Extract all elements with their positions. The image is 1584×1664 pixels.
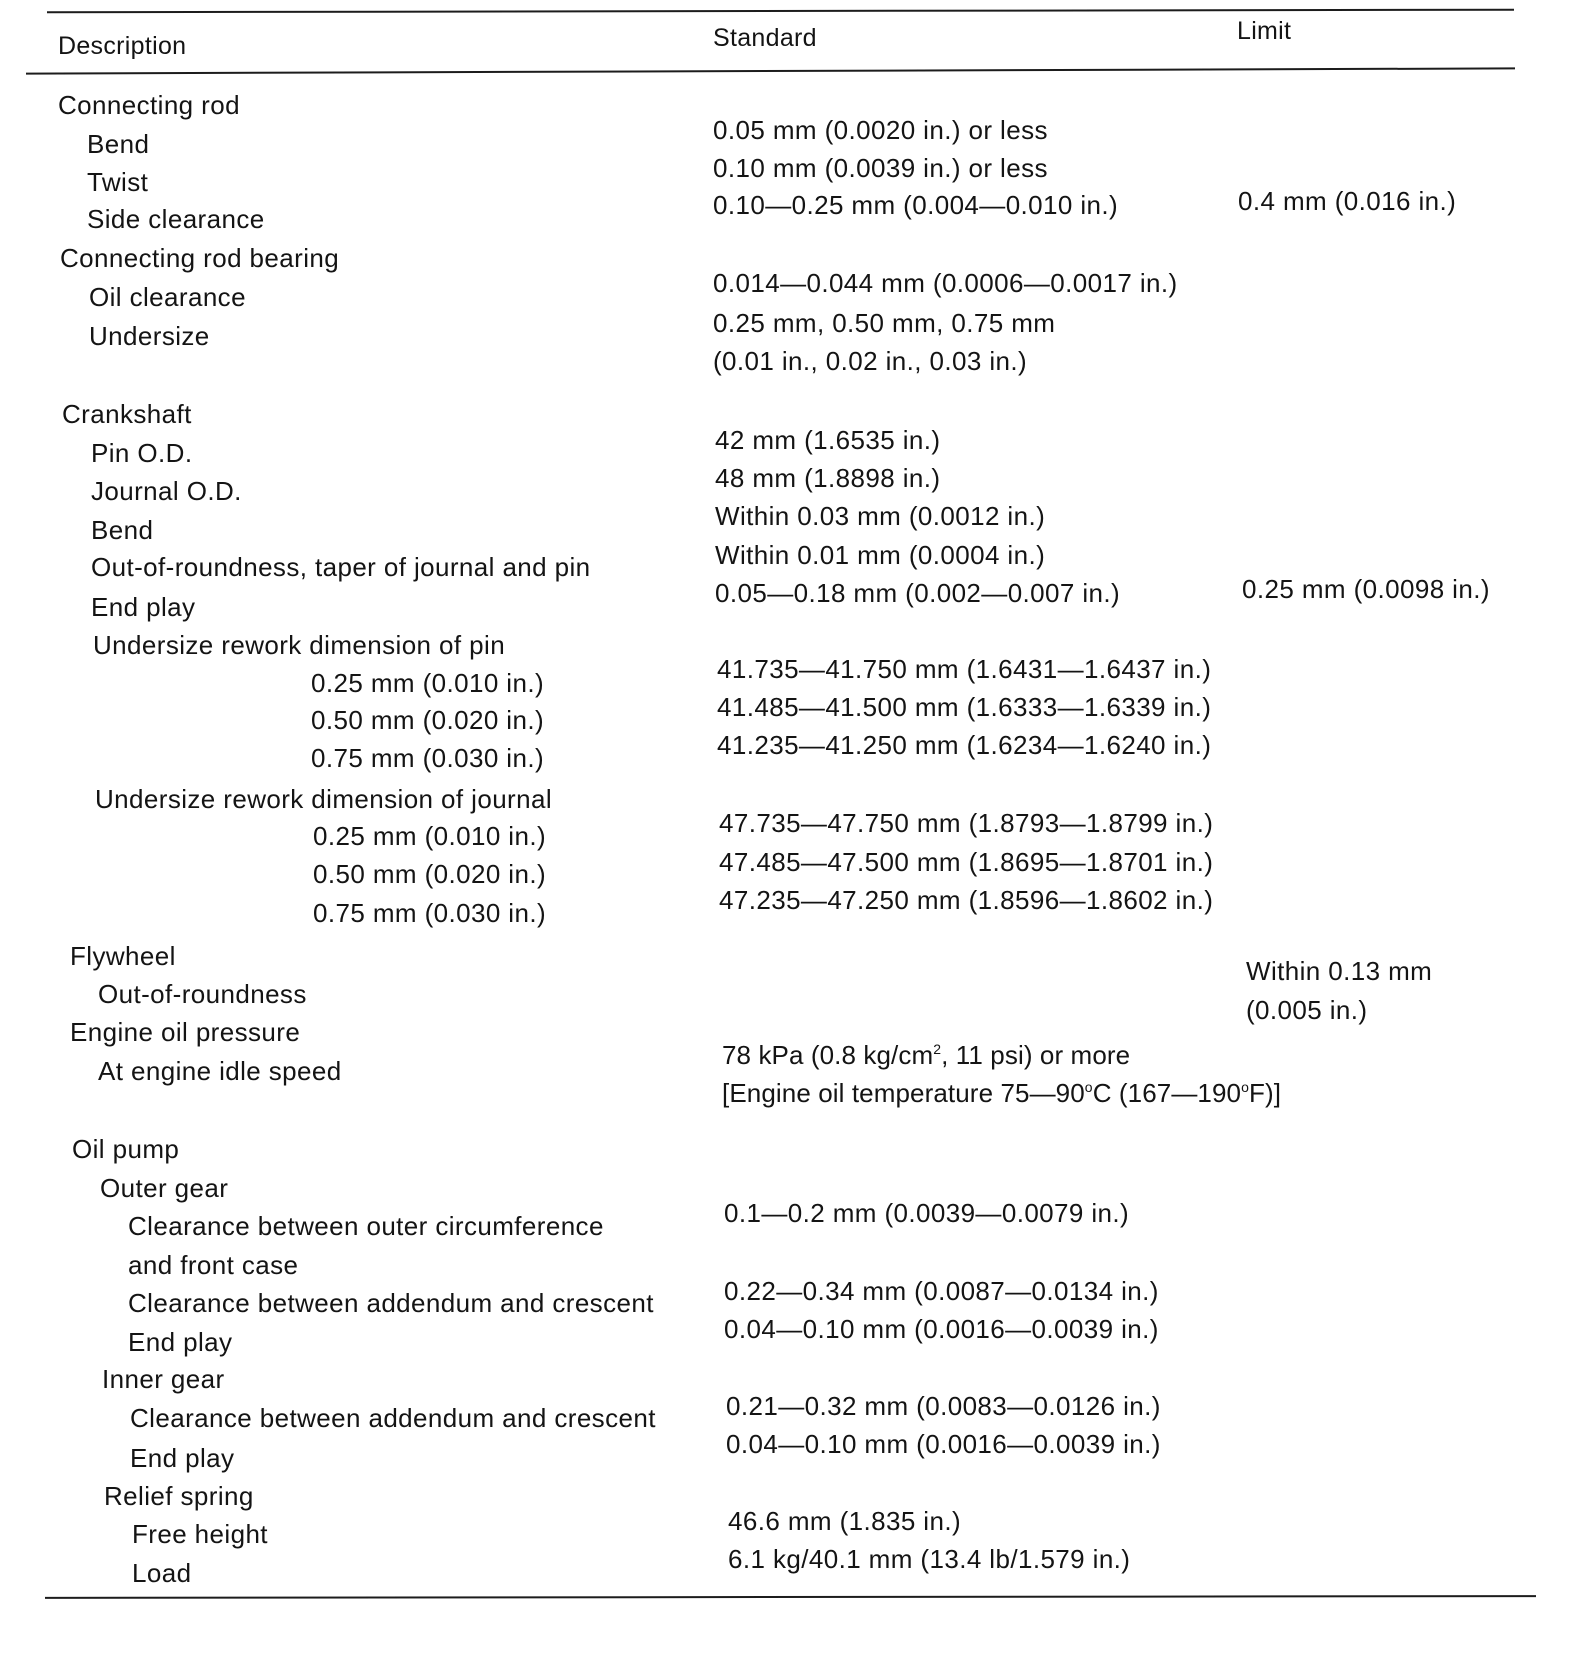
row-label: Relief spring bbox=[104, 1481, 254, 1511]
row-standard: 0.014—0.044 mm (0.0006—0.0017 in.) bbox=[713, 268, 1178, 298]
row-label: 0.50 mm (0.020 in.) bbox=[311, 705, 545, 735]
row-label: Clearance between addendum and crescent bbox=[130, 1403, 656, 1433]
row-label: 0.50 mm (0.020 in.) bbox=[313, 859, 547, 889]
row-standard: 78 kPa (0.8 $kg/cm^2$, 11 psi) or more bbox=[722, 1040, 1131, 1070]
row-standard: 41.235—41.250 mm (1.6234—1.6240 in.) bbox=[717, 730, 1212, 760]
row-label: Pin O.D. bbox=[91, 438, 193, 468]
row-label: End play bbox=[128, 1327, 233, 1357]
row-label: Out-of-roundness, taper of journal and pin bbox=[91, 552, 591, 582]
row-label: End play bbox=[91, 592, 196, 622]
section-crankshaft: Crankshaft bbox=[62, 399, 192, 429]
row-standard: 47.235—47.250 mm (1.8596—1.8602 in.) bbox=[719, 885, 1214, 915]
row-standard: 48 mm (1.8898 in.) bbox=[715, 463, 941, 493]
row-label: Oil clearance bbox=[89, 282, 246, 312]
bottom-rule bbox=[45, 1595, 1536, 1599]
row-limit: 0.25 mm (0.0098 in.) bbox=[1242, 574, 1490, 604]
row-label: 0.25 mm (0.010 in.) bbox=[311, 668, 545, 698]
row-label: Inner gear bbox=[102, 1364, 225, 1394]
row-standard: 6.1 kg/40.1 mm (13.4 lb/1.579 in.) bbox=[728, 1544, 1131, 1574]
row-label: At engine idle speed bbox=[98, 1056, 342, 1086]
row-standard: 0.22—0.34 mm (0.0087—0.0134 in.) bbox=[724, 1276, 1159, 1306]
row-label: Clearance between outer circumference bbox=[128, 1211, 604, 1241]
row-standard: 47.735—47.750 mm (1.8793—1.8799 in.) bbox=[719, 808, 1214, 838]
row-label: 0.75 mm (0.030 in.) bbox=[313, 898, 547, 928]
row-label: Undersize rework dimension of journal bbox=[95, 784, 553, 814]
row-label: Out-of-roundness bbox=[98, 979, 307, 1009]
row-standard: 0.25 mm, 0.50 mm, 0.75 mm bbox=[713, 308, 1056, 338]
section-engine-oil-pressure: Engine oil pressure bbox=[70, 1017, 301, 1047]
row-standard: 41.485—41.500 mm (1.6333—1.6339 in.) bbox=[717, 692, 1212, 722]
row-standard: 0.21—0.32 mm (0.0083—0.0126 in.) bbox=[726, 1391, 1161, 1421]
section-oil-pump: Oil pump bbox=[72, 1134, 180, 1164]
row-label: Twist bbox=[87, 167, 149, 197]
row-label: Journal O.D. bbox=[91, 476, 242, 506]
row-limit: 0.4 mm (0.016 in.) bbox=[1238, 186, 1457, 216]
row-label: 0.25 mm (0.010 in.) bbox=[313, 821, 547, 851]
section-connecting-rod: Connecting rod bbox=[58, 90, 240, 120]
row-label: 0.75 mm (0.030 in.) bbox=[311, 743, 545, 773]
row-label: Side clearance bbox=[87, 204, 265, 234]
row-standard: 47.485—47.500 mm (1.8695—1.8701 in.) bbox=[719, 847, 1214, 877]
header-standard: Standard bbox=[713, 24, 817, 52]
row-standard: 0.05 mm (0.0020 in.) or less bbox=[713, 115, 1048, 145]
row-standard: 0.1—0.2 mm (0.0039—0.0079 in.) bbox=[724, 1198, 1130, 1228]
row-label: Load bbox=[132, 1558, 192, 1588]
row-label: Undersize bbox=[89, 321, 210, 351]
row-standard: 0.04—0.10 mm (0.0016—0.0039 in.) bbox=[726, 1429, 1161, 1459]
row-limit-line2: (0.005 in.) bbox=[1246, 995, 1368, 1025]
row-standard: 42 mm (1.6535 in.) bbox=[715, 425, 941, 455]
row-label: Outer gear bbox=[100, 1173, 229, 1203]
header-rule bbox=[26, 67, 1515, 74]
row-standard: 0.05—0.18 mm (0.002—0.007 in.) bbox=[715, 578, 1121, 608]
row-standard-line2: [Engine oil temperature 75—90$^o$C (167—190$^o$F)] bbox=[722, 1078, 1282, 1108]
header-description: Description bbox=[58, 32, 187, 60]
row-limit: Within 0.13 mm bbox=[1246, 956, 1433, 986]
row-label: Undersize rework dimension of pin bbox=[93, 630, 506, 660]
row-standard: Within 0.01 mm (0.0004 in.) bbox=[715, 540, 1046, 570]
header-limit: Limit bbox=[1237, 17, 1292, 45]
row-standard: 41.735—41.750 mm (1.6431—1.6437 in.) bbox=[717, 654, 1212, 684]
row-standard: Within 0.03 mm (0.0012 in.) bbox=[715, 501, 1046, 531]
row-label: Bend bbox=[87, 129, 150, 159]
row-standard-line2: (0.01 in., 0.02 in., 0.03 in.) bbox=[713, 346, 1028, 376]
section-flywheel: Flywheel bbox=[70, 941, 176, 971]
row-label: Bend bbox=[91, 515, 154, 545]
row-label: Free height bbox=[132, 1519, 268, 1549]
row-standard: 0.10 mm (0.0039 in.) or less bbox=[713, 153, 1048, 183]
section-connecting-rod-bearing: Connecting rod bearing bbox=[60, 243, 340, 273]
row-standard: 0.04—0.10 mm (0.0016—0.0039 in.) bbox=[724, 1314, 1159, 1344]
row-standard: 0.10—0.25 mm (0.004—0.010 in.) bbox=[713, 190, 1119, 220]
row-label: Clearance between addendum and crescent bbox=[128, 1288, 654, 1318]
row-standard: 46.6 mm (1.835 in.) bbox=[728, 1506, 962, 1536]
top-rule bbox=[47, 9, 1514, 14]
row-label: End play bbox=[130, 1443, 235, 1473]
row-label-line2: and front case bbox=[128, 1250, 299, 1280]
